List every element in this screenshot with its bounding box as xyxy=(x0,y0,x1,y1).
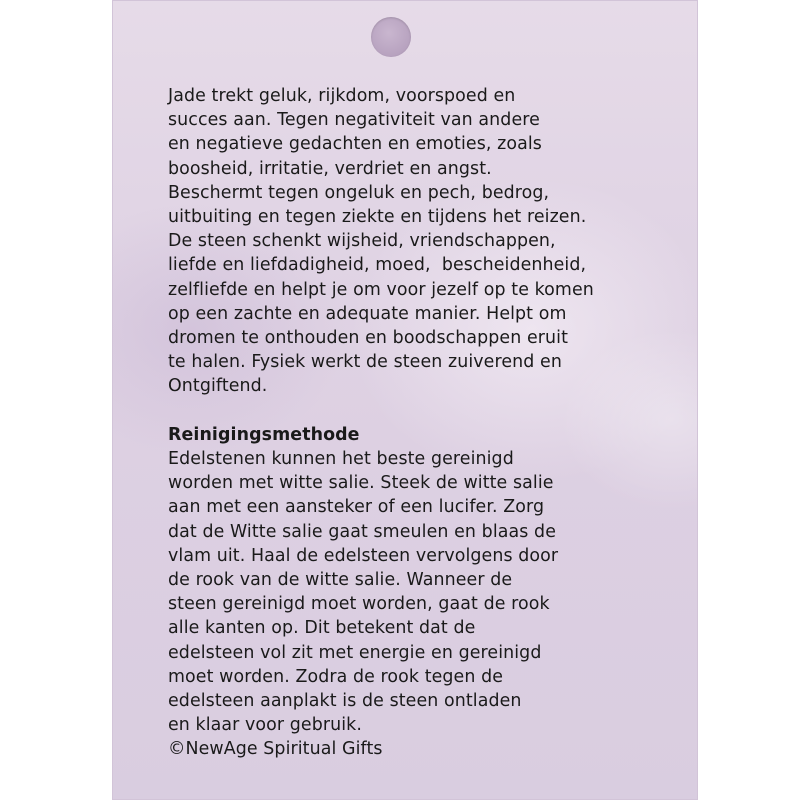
method-line: de rook van de witte salie. Wanneer de xyxy=(168,570,513,591)
intro-line: Jade trekt geluk, rijkdom, voorspoed en xyxy=(168,86,516,106)
intro-line: Beschermt tegen ongeluk en pech, bedrog, xyxy=(168,182,550,203)
card-text xyxy=(168,84,693,762)
hang-hole xyxy=(371,17,411,57)
intro-line: succes aan. Tegen negativiteit van andere xyxy=(168,110,540,131)
paragraph-gap xyxy=(168,399,693,423)
intro-line: dromen te onthouden en boodschappen eruit xyxy=(168,328,568,349)
intro-line: op een zachte en adequate manier. Helpt om xyxy=(168,303,567,324)
method-line: moet worden. Zodra de rook tegen de xyxy=(168,666,504,687)
intro-paragraph xyxy=(168,84,693,399)
intro-line: uitbuiting en tegen ziekte en tijdens het reizen. xyxy=(168,207,587,228)
method-line: en klaar voor gebruik. xyxy=(168,715,362,736)
method-heading: Reinigingsmethode xyxy=(168,424,360,445)
intro-line: boosheid, irritatie, verdriet en angst. xyxy=(168,158,492,179)
method-line: worden met witte salie. Steek de witte salie xyxy=(168,473,554,494)
method-line: alle kanten op. Dit betekent dat de xyxy=(168,618,476,639)
intro-line: te halen. Fysiek werkt de steen zuiverend en xyxy=(168,352,562,373)
intro-line: liefde en liefdadigheid, moed, bescheidenheid, xyxy=(168,255,587,276)
method-line: steen gereinigd moet worden, gaat de rook xyxy=(168,594,550,615)
method-line: aan met een aansteker of een lucifer. Zorg xyxy=(168,497,545,518)
info-card xyxy=(112,0,698,800)
method-paragraph xyxy=(168,447,693,737)
method-line: dat de Witte salie gaat smeulen en blaas de xyxy=(168,521,556,542)
method-line: vlam uit. Haal de edelsteen vervolgens door xyxy=(168,545,559,566)
intro-line: en negatieve gedachten en emoties, zoals xyxy=(168,134,542,155)
intro-line: zelfliefde en helpt je om voor jezelf op te komen xyxy=(168,279,594,300)
method-line: edelsteen vol zit met energie en gereinigd xyxy=(168,642,542,663)
intro-line: De steen schenkt wijsheid, vriendschappen, xyxy=(168,231,556,252)
method-line: edelsteen aanplakt is de steen ontladen xyxy=(168,691,522,712)
copyright-notice: ©NewAge Spiritual Gifts xyxy=(168,739,383,760)
intro-line: Ontgiftend. xyxy=(168,376,268,397)
method-line: Edelstenen kunnen het beste gereinigd xyxy=(168,449,514,470)
